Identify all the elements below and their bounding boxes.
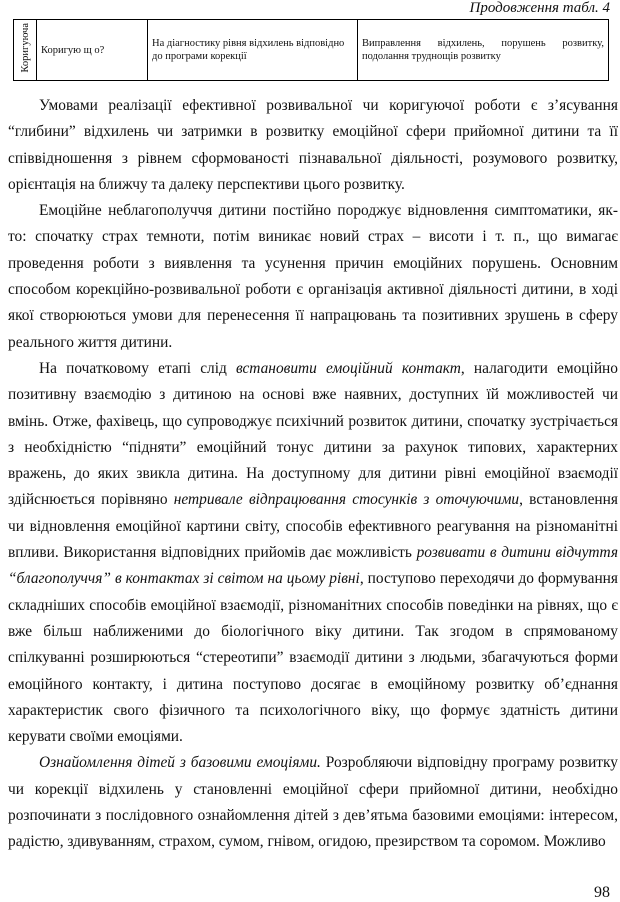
question-cell: Коригую щ о? (37, 20, 148, 81)
body-text (8, 93, 618, 856)
row-label: Коригуюча (19, 23, 31, 73)
paragraph-text: , налагодити емоційно позитивну взаємодію з дитиною на основі вже наявних, доступних їй можливостей чи вмінь. Отже, фахівець, що супроводжує психічний розвиток дитини, спочатку зустрічається з необхідністю “підняти” емоційний тонус дитини за рахунок типових, характерних вражень, до яких звикла дитина. На доступному для дитини рівні емоційної взаємодії здійснюється порівняно (8, 359, 618, 509)
paragraph-4 (8, 750, 618, 855)
row-label-cell (14, 20, 37, 81)
paragraph-text: , поступово переходячи до формування складніших способів емоційної взаємодії, різноманітних способів поведінки на рівнях, що є вже більш наближеними до біологічного віку дитини. Так згодом в спрямованому спілкуванні розширюються “стереотипи” взаємодії дитини з людьми, збагачуються форми емоційного контакту, і дитина поступово досягає в емоційному розвитку об’єднання характеристик свого фізичного та психологічного віку, що формує здатність дитини керувати своїми емоціями. (8, 570, 618, 746)
emphasis-text: встановити емоційний контакт (236, 359, 461, 377)
page-number: 98 (594, 884, 610, 901)
section-heading: Ознайомлення дітей з базовими емоціями. (39, 754, 321, 772)
paragraph-text: На початковому етапі слід (39, 359, 236, 377)
paragraph-2: Емоційне неблагополуччя дитини постійно породжує відновлення симптоматики, як-то: спочатку страх темноти, потім виникає новий страх – висоти і т. п., що вимагає проведення роботи з виявлення та усунення причин емоційних порушень. Основним способом корекційно-розвивальної роботи є організація активної діяльності дитини, в ході якої створюються умови для перенесення її напрацювань та позитивних зрушень в сферу реального життя дитини. (8, 202, 618, 351)
paragraph-text: , встановлення чи відновлення емоційної картини світу, способів ефективного реагування на різноманітні впливи. Використання відповідних прийомів дає можливість (8, 491, 618, 562)
paragraph-1: Умовами реалізації ефективної розвивальної чи коригуючої роботи є з’ясування “глибини” відхилень чи затримки в розвитку емоційної сфери прийомної дитини та її співвідношення з рівнем сформованості пізнавальної діяльності, розумового розвитку, орієнтація на ближчу та далеку перспективи цього розвитку. (8, 97, 618, 193)
emphasis-text: розвивати в дитини відчуття “благополуччя” в контактах зі світом на цьому рівні (8, 544, 619, 588)
methods-table (13, 19, 609, 81)
diagnosis-cell: На діагностику рівня відхилень відповідно до програми корекції (148, 20, 358, 81)
paragraph-text: Розробляючи відповідну програму розвитку чи корекції відхилень у становленні емоційної сфери прийомної дитини, необхідно розпочинати з послідовного ознайомлення дітей з дев’ятьма базовими емоціями: інтересом, радістю, здивуванням, страхом, сумом, гнівом, огидою, презирством та соромом. Можливо (8, 754, 618, 851)
table-continuation-label: Продовження табл. 4 (469, 0, 610, 16)
table-row (14, 20, 609, 81)
emphasis-text: нетривале відпрацювання стосунків з оточуючими (173, 491, 520, 509)
paragraph-3 (8, 356, 618, 750)
correction-cell: Виправлення відхилень, порушень розвитку, подолання труднощів розвитку (358, 20, 609, 81)
